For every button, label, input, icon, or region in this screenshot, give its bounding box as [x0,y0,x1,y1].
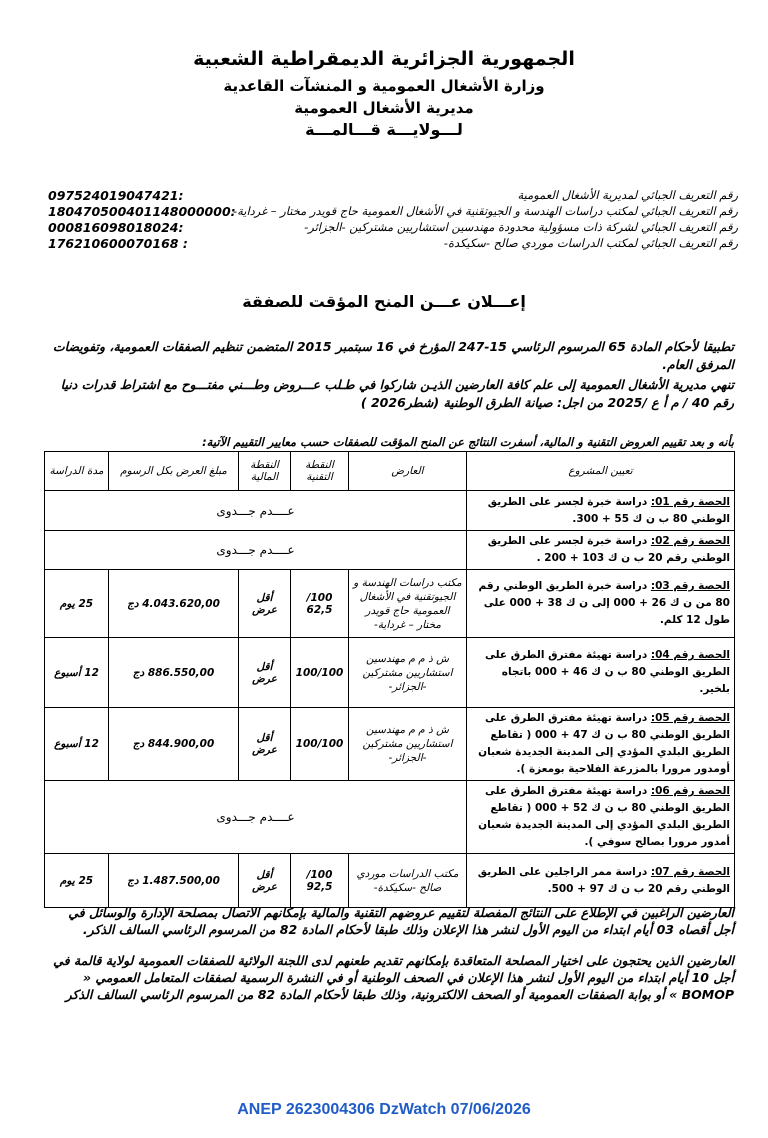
table-row [45,854,735,908]
header-technical-score: النقطة التقنية [291,452,349,491]
bidder-name: ش ذ م م مهندسين استشاريين مشتركين -الجزائر- [349,708,467,781]
study-duration: 25 يوم [45,854,109,908]
tax-id-label: رقم التعريف الجبائي لمديرية الأشغال العمومية [517,188,738,202]
lot-number: الحصة رقم 06: [650,785,730,797]
study-duration: 12 أسبوع [45,638,109,708]
award-results-table [44,451,735,908]
table-row [45,781,735,854]
lot-description: دراسة خبرة لجسر على الطريق الوطني رقم 20 ب ن ك 103 + 200 . [487,535,730,564]
financial-score: أقل عرض [239,570,291,638]
tax-id-row [48,204,738,220]
unsuccessful-notice: عــــدم جـــدوى [45,531,467,570]
technical-score: 100/ 92,5 [291,854,349,908]
study-duration: 12 أسبوع [45,708,109,781]
lot-number: الحصة رقم 02: [650,535,730,547]
lot-description: دراسة تهيئة مفترق الطرق على الطريق الوطني 80 ب ن ك 47 + 000 ( تقاطع الطريق البلدي المؤدي إلى المدينة الجديدة شعبان أومدور مرورا بالمزرعة الفلاحية بومعزة ). [478,712,730,775]
tax-id-label: رقم التعريف الجبائي لمكتب الدراسات موردي صالح -سكيكدة- [443,236,738,250]
bidder-name: ش ذ م م مهندسين استشاريين مشتركين -الجزائر- [349,638,467,708]
bidder-name: مكتب الدراسات موردي صالح -سكيكدة- [349,854,467,908]
intro-paragraph-evaluation: بأنه و بعد تقييم العروض التقنية و المالية، أسفرت النتائج عن المنح المؤقت للصفقات حسب معايير التقييم الآتية: [202,435,734,449]
header-bidder: العارض [349,452,467,491]
lot-description: دراسة تهيئة مفترق الطرق على الطريق الوطني 80 ب ن ك 52 + 000 ( تقاطع الطريق البلدي المؤدي إلى المدينة الجديدة شعبان أمدور مرورا بصالح سوفي ). [478,785,730,848]
unsuccessful-notice: عــــدم جـــدوى [45,781,467,854]
lot-number: الحصة رقم 04: [650,649,730,661]
study-duration: 25 يوم [45,570,109,638]
lot-number: الحصة رقم 05: [650,712,730,724]
lot-project [467,531,735,570]
tax-id-value: 176210600070168 : [48,236,188,251]
tax-id-value: 180470500401148000000: [48,204,236,219]
offer-amount: 844.900,00 دج [109,708,239,781]
tax-id-row [48,220,738,236]
table-row [45,531,735,570]
table-row [45,638,735,708]
footer-paragraph-details: العارضين الراغبين في الإطلاع على النتائج المفصلة لتقييم عروضهم التقنية والمالية بإمكانهم الاتصال بمصلحة الإدارة والوسائل في أجل أقصاه 03 أيام ابتداء من اليوم الأول لنشر هذا الإعلان وذلك طبقا لأحكام المادة 82 من المرسوم الرئاسي السالف الذكر. [68,905,734,937]
financial-score: أقل عرض [239,854,291,908]
lot-project [467,708,735,781]
lot-description: دراسة خبرة الطريق الوطني رقم 80 من ن ك 26 + 000 إلى ن ك 38 + 000 على طول 12 كلم. [478,580,730,626]
lot-description: دراسة ممر الراجلين على الطريق الوطني رقم 20 ب ن ك 97 + 500. [477,865,730,895]
intro-paragraph-notice: تنهي مديرية الأشغال العمومية إلى علم كافة العارضين الذيـن شاركوا في طـلب عـــروض وطـــني مفتـــوح مع اشتراط قدرات دنيا رقم 40 / م أ ع /2025 من اجل: صيانة الطرق الوطنية (شطر2026 ) [60,377,734,410]
announcement-title: إعـــلان عـــن المنح المؤقت للصفقة [242,292,526,311]
footer-paragraph-appeal: العارضين الذين يحتجون على اختيار المصلحة المتعاقدة بإمكانهم تقديم طعنهم لدى اللجنة الولائية للصفقات العمومية لولاية قالمة في أجل 10 أيام ابتداء من اليوم الأول لنشر هذا الإعلان في الصحف الوطنية أو في النشرة الرسمية لصفقات المتعامل العمومي « BOMOP » أو بوابة الصفقات العمومية أو الصحف الالكترونية، وذلك طبقا لأحكام المادة 82 من المرسوم الرئاسي السالف الذكر [53,953,734,1002]
lot-number: الحصة رقم 01: [650,495,730,508]
lot-number: الحصة رقم 03: [650,580,730,592]
financial-score: أقل عرض [239,708,291,781]
table-header-row [45,452,735,491]
offer-amount: 4.043.620,00 دج [109,570,239,638]
bidder-name: مكتب دراسات الهندسة و الجيوتقنية في الأشغال العمومية حاج قويدر مختار – غرداية- [349,570,467,638]
tax-id-label: رقم التعريف الجبائي لشركة ذات مسؤولية محدودة مهندسين استشاريين مشتركين -الجزائر- [304,220,738,234]
lot-project [467,491,735,531]
financial-score: أقل عرض [239,638,291,708]
publication-stamp: ANEP 2623004306 DzWatch 07/06/2026 [237,1101,531,1118]
intro-paragraph-legal: تطبيقا لأحكام المادة 65 المرسوم الرئاسي 15-247 المؤرخ في 16 سبتمبر 2015 المتضمن تنظيم الصفقات العمومية، وتفويضات المرفق العام. [52,339,734,372]
lot-description: دراسة تهيئة مفترق الطرق على الطريق الوطني 80 ب ن ك 46 + 000 باتجاه بلخير. [485,649,730,695]
table-row [45,708,735,781]
republic-title: الجمهورية الجزائرية الديمقراطية الشعبية [193,48,575,70]
lot-project [467,570,735,638]
table-row [45,570,735,638]
tax-id-label: رقم التعريف الجبائي لمكتب دراسات الهندسة و الجيوتقنية في الأشغال العمومية حاج قويدر مختار – غرداية- [232,204,738,218]
ministry-title: وزارة الأشغال العمومية و المنشآت القاعدية [223,77,545,95]
wilaya-title: لـــولايـــة قـــالمـــة [305,120,463,139]
tax-id-row [48,236,738,252]
technical-score: 100/ 62,5 [291,570,349,638]
lot-project [467,781,735,854]
lot-project [467,638,735,708]
lot-project [467,854,735,908]
tax-id-value: 097524019047421: [48,188,184,203]
technical-score: 100/100 [291,638,349,708]
lot-description: دراسة خبرة لجسر على الطريق الوطني 80 ب ن ك 55 + 300. [487,495,730,525]
tax-id-value: 000816098018024: [48,220,184,235]
unsuccessful-notice: عــــدم جـــدوى [45,491,467,531]
header-financial-score: النقطة المالية [239,452,291,491]
header-project: تعيين المشروع [467,452,735,491]
header-offer-amount: مبلغ العرض بكل الرسوم [109,452,239,491]
offer-amount: 1.487.500,00 دج [109,854,239,908]
header-study-duration: مدة الدراسة [45,452,109,491]
technical-score: 100/100 [291,708,349,781]
offer-amount: 886.550,00 دج [109,638,239,708]
tax-id-row [48,188,738,204]
table-row [45,491,735,531]
tax-id-list [48,188,738,252]
lot-number: الحصة رقم 07: [650,865,730,878]
directorate-title: مديرية الأشغال العمومية [294,99,474,117]
